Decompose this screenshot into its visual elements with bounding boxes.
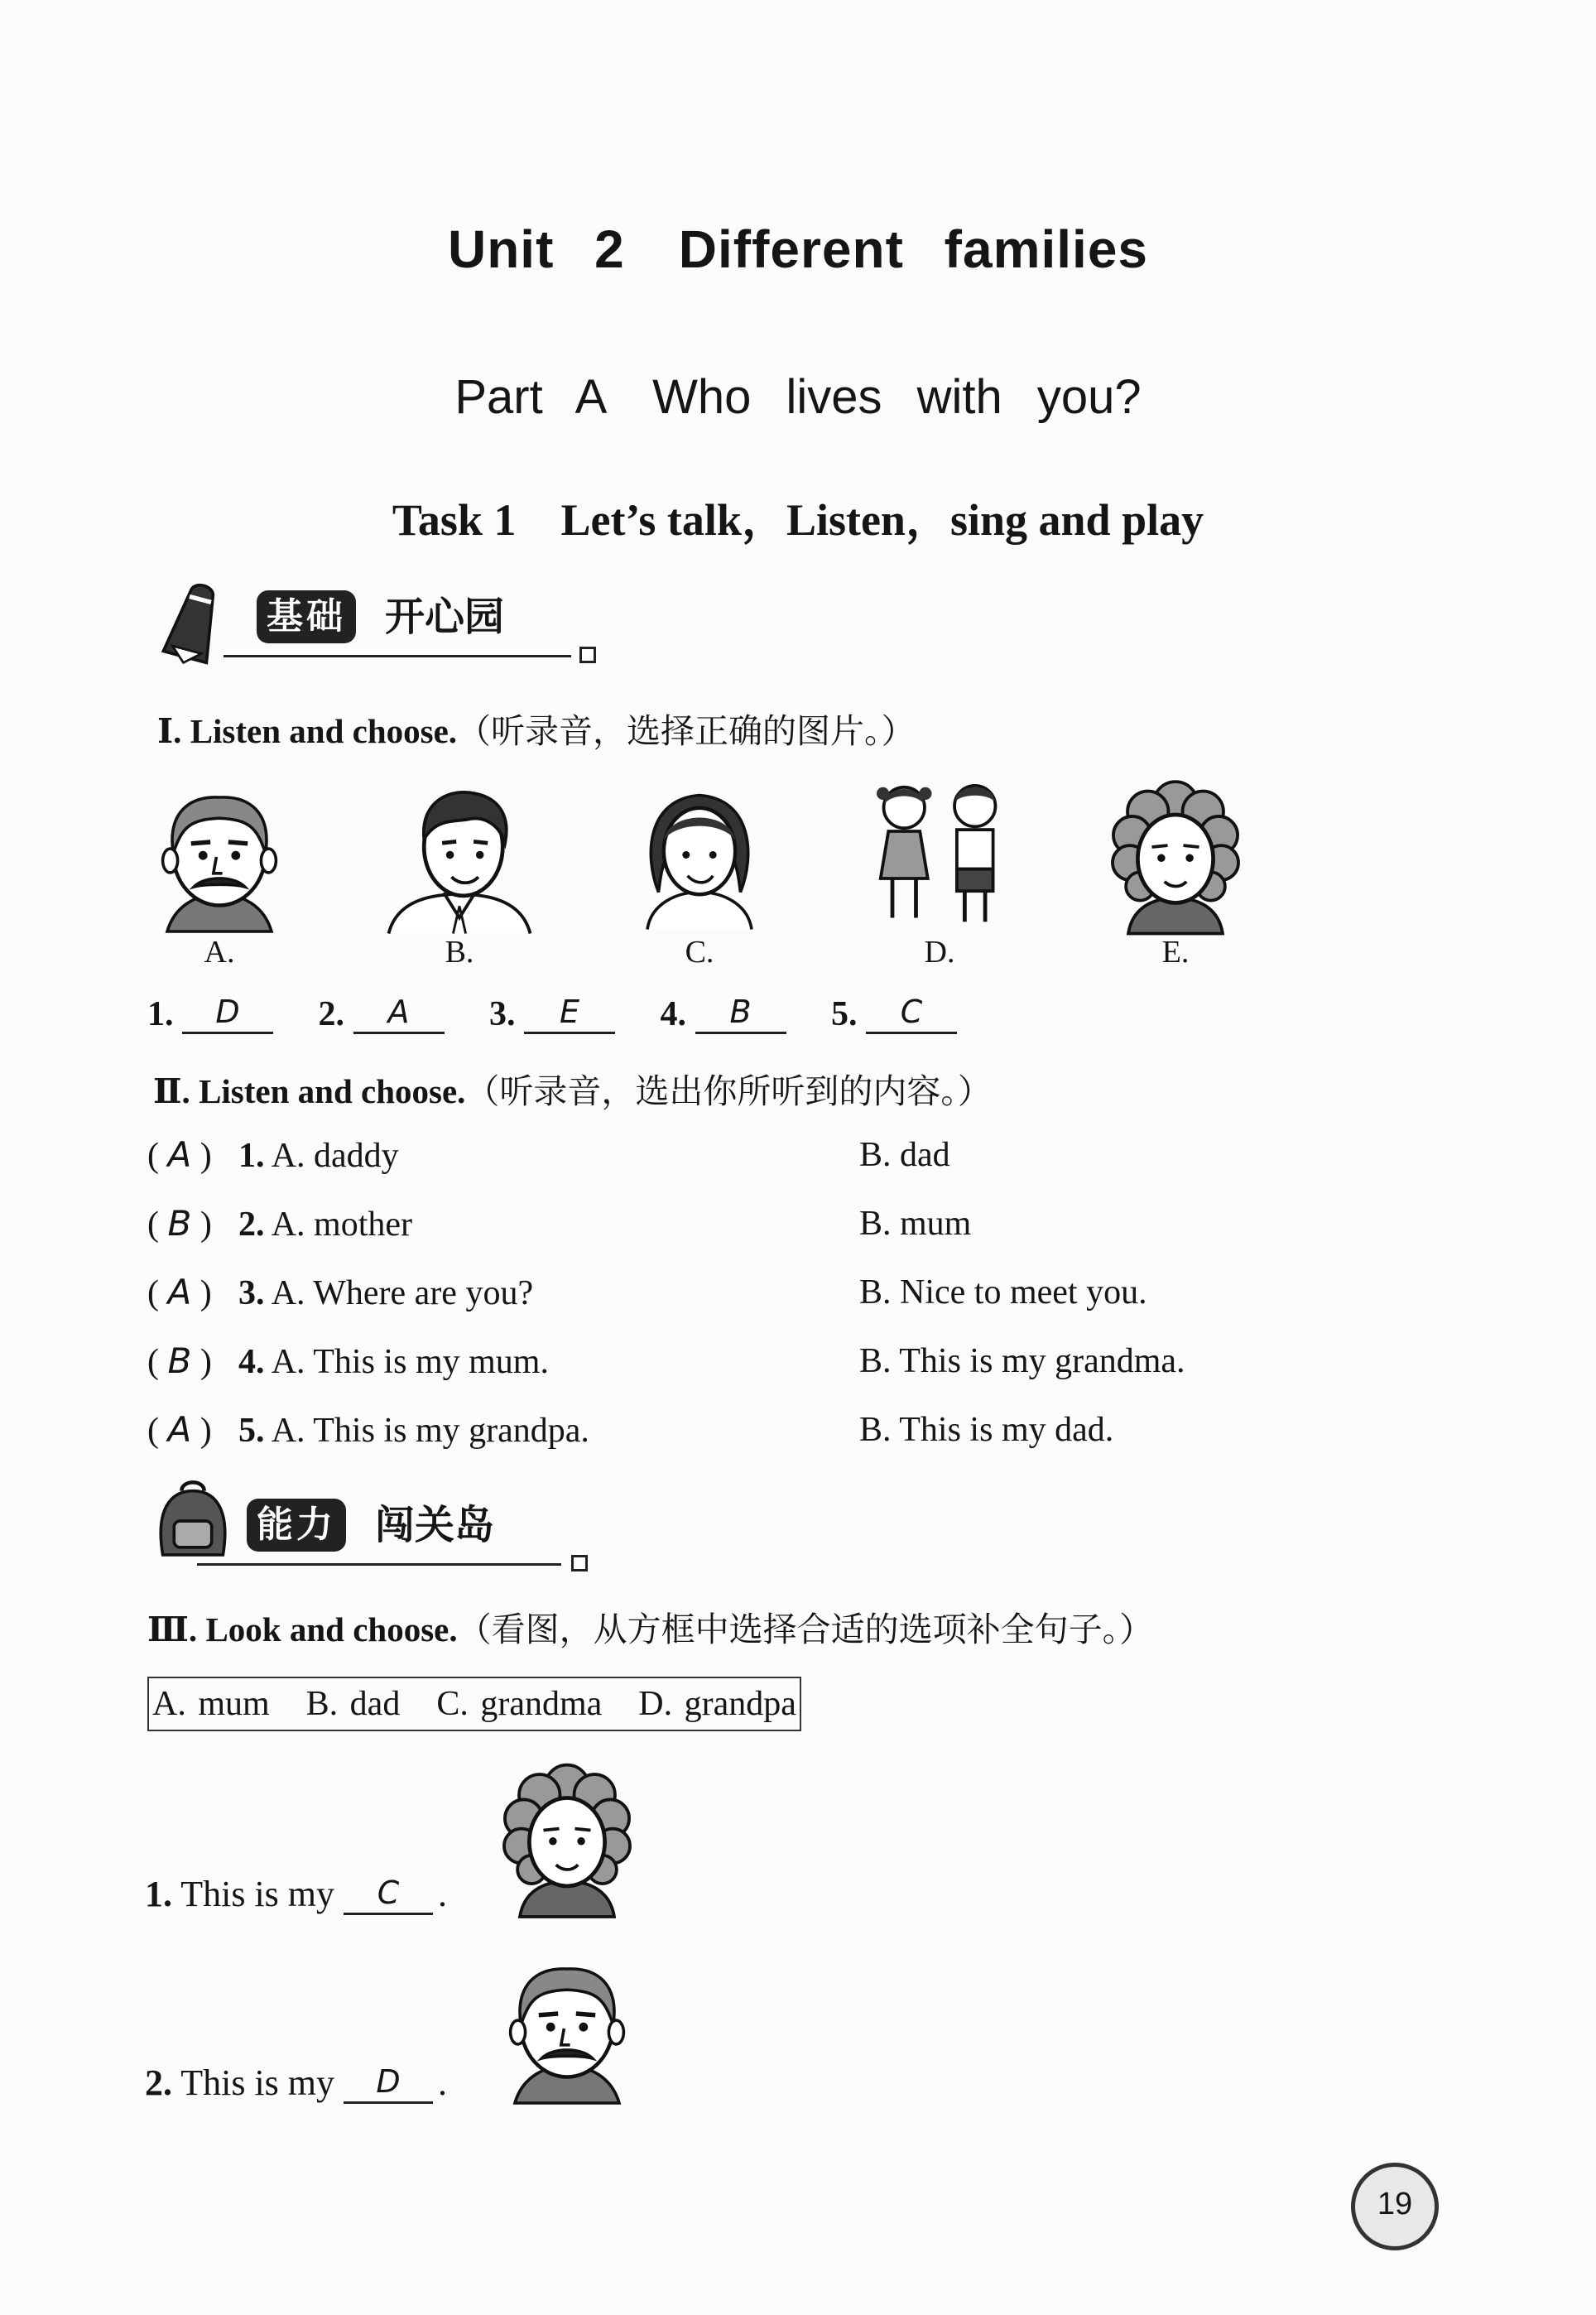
section-title: 开心园 xyxy=(385,594,505,640)
answer-mark: B xyxy=(167,1340,192,1381)
father-icon xyxy=(381,774,538,936)
option-b: B. mum xyxy=(859,1205,972,1243)
section-corner-mark xyxy=(571,1555,588,1571)
section-header-ability xyxy=(147,1475,611,1575)
item-num: 4. xyxy=(238,1343,265,1381)
ex3-item: 1. This is my C . xyxy=(145,1874,448,1914)
ex1-numeral: Ⅰ. xyxy=(157,712,182,750)
ex3-item: 2. This is my D . xyxy=(145,2062,448,2103)
backpack-icon xyxy=(147,1480,238,1562)
option-a: A. daddy xyxy=(271,1137,399,1175)
word-box xyxy=(147,1677,801,1731)
option-a: A. Where are you? xyxy=(271,1274,534,1312)
section-header-basic xyxy=(157,575,621,675)
answer-blank[interactable]: D xyxy=(182,994,273,1034)
ex3-instruction xyxy=(147,1602,1153,1651)
answer-mark: A xyxy=(167,1409,192,1450)
picture-label: C. xyxy=(685,935,714,970)
grandma-icon xyxy=(488,1755,646,1921)
ex2-cn: （听录音，选出你所听到的内容。） xyxy=(465,1071,992,1111)
answer-mark: A xyxy=(167,1272,192,1312)
ex1-cn: （听录音，选择正确的图片。） xyxy=(457,711,916,751)
ex1-answers xyxy=(147,994,993,1034)
picture-label: A. xyxy=(204,935,235,970)
ex1-instruction xyxy=(157,704,916,753)
answer-mark: B xyxy=(167,1203,192,1244)
task-title: Task 1 Let’s talk，Listen，sing and play xyxy=(392,495,1204,545)
pencil-icon xyxy=(157,575,232,667)
option-b: B. dad xyxy=(859,1136,950,1174)
children-icon xyxy=(861,774,1018,936)
ex2-item xyxy=(147,1199,972,1249)
ex2-item xyxy=(147,1336,1185,1386)
option-a: A. This is my mum. xyxy=(271,1343,549,1381)
answer-blank[interactable]: D xyxy=(344,2063,433,2104)
answer-num: 5. xyxy=(831,995,858,1033)
grandma-icon xyxy=(1097,774,1254,936)
answer-num: 4. xyxy=(660,995,686,1033)
item-num: 1. xyxy=(238,1137,265,1175)
part-title: Part A Who lives with you? xyxy=(454,370,1142,424)
answer-blank[interactable]: C xyxy=(866,994,957,1034)
section-underline xyxy=(197,1563,561,1566)
word-option: B. dad xyxy=(305,1685,401,1723)
ex2-numeral: Ⅱ. xyxy=(153,1072,190,1110)
answer-blank[interactable]: A xyxy=(353,994,445,1034)
ex2-item xyxy=(147,1405,1114,1455)
answer-num: 1. xyxy=(147,995,174,1033)
answer-paren[interactable]: ( A ) xyxy=(147,1409,212,1450)
item-num: 1. xyxy=(145,1874,172,1914)
answer-blank[interactable]: B xyxy=(695,994,786,1034)
answer-blank[interactable]: C xyxy=(344,1875,433,1915)
ex2-item xyxy=(147,1130,950,1180)
unit-title: Unit 2 Different families xyxy=(447,219,1149,279)
option-b: B. This is my grandma. xyxy=(859,1342,1185,1380)
grandpa-icon xyxy=(493,1950,642,2107)
option-a: A. mother xyxy=(271,1206,412,1244)
option-b: B. This is my dad. xyxy=(859,1411,1114,1449)
sentence-text: This is my xyxy=(180,1874,335,1914)
section-badge: 基础 xyxy=(257,590,356,643)
ex3-numeral: Ⅲ. xyxy=(147,1610,198,1648)
ex3-title: Look and choose. xyxy=(205,1610,458,1648)
section-badge: 能力 xyxy=(247,1499,346,1552)
section-corner-mark xyxy=(579,647,596,663)
option-a: A. This is my grandpa. xyxy=(271,1412,589,1450)
ex1-title: Listen and choose. xyxy=(190,712,458,750)
ex2-item xyxy=(147,1268,1147,1317)
ex3-cn: （看图，从方框中选择合适的选项补全句子。） xyxy=(457,1610,1154,1649)
answer-blank[interactable]: E xyxy=(524,994,615,1034)
answer-paren[interactable]: ( B ) xyxy=(147,1203,212,1244)
answer-paren[interactable]: ( A ) xyxy=(147,1272,212,1312)
section-underline xyxy=(224,655,571,657)
answer-paren[interactable]: ( A ) xyxy=(147,1134,212,1175)
word-option: A. mum xyxy=(152,1685,270,1723)
picture-label: B. xyxy=(445,935,474,970)
grandpa-icon xyxy=(145,778,294,936)
picture-label: E. xyxy=(1161,935,1190,970)
answer-paren[interactable]: ( B ) xyxy=(147,1340,212,1381)
item-num: 5. xyxy=(238,1412,265,1450)
section-title: 闯关岛 xyxy=(375,1502,495,1548)
page-number: 19 xyxy=(1351,2163,1439,2250)
answer-mark: A xyxy=(167,1134,192,1175)
answer-num: 3. xyxy=(489,995,516,1033)
word-option: C. grandma xyxy=(436,1685,603,1723)
answer-num: 2. xyxy=(318,995,344,1033)
sentence-text: This is my xyxy=(180,2062,335,2103)
item-num: 3. xyxy=(238,1274,265,1312)
item-num: 2. xyxy=(145,2062,172,2103)
word-option: D. grandpa xyxy=(638,1685,796,1723)
ex2-title: Listen and choose. xyxy=(199,1072,466,1110)
ex2-instruction xyxy=(153,1064,992,1113)
mother-icon xyxy=(625,774,774,936)
picture-label: D. xyxy=(924,935,955,970)
item-num: 2. xyxy=(238,1206,265,1244)
option-b: B. Nice to meet you. xyxy=(859,1273,1147,1312)
